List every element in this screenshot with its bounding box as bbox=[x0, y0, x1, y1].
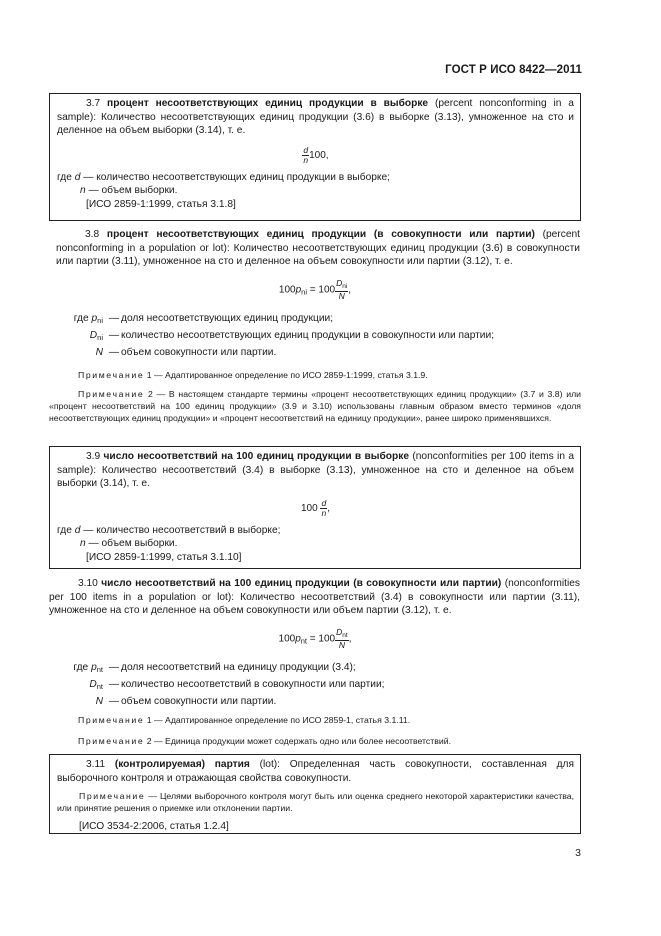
note: Примечание 2 — Единица продукции может содержать одно или более несоответствий. bbox=[78, 736, 451, 747]
where-row: $D_{ni}$ — количество несоответствующих единиц продукции в совокупности или партии; bbox=[89, 329, 495, 342]
section-3-9-definition: 3.9 число несоответствий на 100 единиц продукции в выборке (nonconformities per 100 items in a sample): Количество несоответствий (3.4) в выборке (3.13), умноженное на сто и деленное на объем выборки (3.14), т. е. bbox=[57, 451, 574, 490]
where-row: N — объем совокупности или партии. bbox=[95, 346, 277, 358]
section-3-9-box bbox=[49, 446, 581, 569]
where-row: где $p_{nt}$ — доля несоответствий на единицу продукции (3.4); bbox=[73, 661, 356, 674]
where-row: N — объем совокупности или партии. bbox=[95, 695, 277, 707]
term-3-8: процент несоответствующих единиц продукции (в совокупности или партии) bbox=[106, 229, 535, 240]
where-row: $D_{nt}$ — количество несоответствий в совокупности или партии; bbox=[89, 678, 385, 691]
page-number: 3 bbox=[575, 847, 581, 859]
section-3-11-box bbox=[49, 754, 581, 834]
note: Примечание 2 — В настоящем стандарте термины «процент несоответствующих единиц продукции» (3.7 и 3.8) или «процент несоответствий на 100 единиц продукции» (3.9 и 3.10) использованы главным образом вместо терминов «доля несоответствующих единиц продукции» и «процент несоответствий на единицу продукции», ранее широко применявшихся. bbox=[49, 389, 581, 423]
note: Примечание 1 — Адаптированное определение по ИСО 2859-1:1999, статья 3.1.9. bbox=[78, 369, 428, 380]
term-3-7: процент несоответствующих единиц продукции в выборке bbox=[107, 98, 429, 109]
formula-3-10: $100p_{nt} = 100$ $\frac{D_{nt}}{N}$ , bbox=[278, 626, 352, 650]
reference: [ИСО 3534-2:2006, статья 1.2.4] bbox=[79, 821, 229, 833]
term-3-11: (контролируемая) партия bbox=[114, 759, 250, 770]
note: Примечание — Целями выборочного контроля могут быть или оценка среднего некоторой характеристики качества, или принятие решения о приемке или отклонении партии. bbox=[57, 791, 574, 813]
where-line: n — объем выборки. bbox=[80, 538, 178, 550]
where-line: где d — количество несоответствующих единиц продукции в выборке; bbox=[57, 171, 390, 183]
reference: [ИСО 2859-1:1999, статья 3.1.8] bbox=[86, 198, 236, 210]
term-3-10: число несоответствий на 100 единиц продукции (в совокупности или партии) bbox=[101, 578, 502, 589]
formula-3-7: $\frac{d}{n}$ 100, bbox=[303, 144, 329, 165]
formula-3-9: 100 $\frac{d}{n}$ , bbox=[301, 497, 330, 518]
where-row: где $p_{ni}$ — доля несоответствующих единиц продукции; bbox=[73, 312, 334, 325]
formula-3-8: $100p_{ni} = 100$ $\frac{D_{ni}}{N}$ , bbox=[278, 277, 352, 301]
section-3-8-definition: 3.8 процент несоответствующих единиц продукции (в совокупности или партии) (percent nonconforming in a population or lot): Количество несоответствующих единиц продукции (3.6) в совокупности или партии (3.11), умноженное на сто и деленное на объем совокупности или партии (3.12), т. е. bbox=[56, 229, 580, 268]
section-3-11-definition: 3.11 (контролируемая) партия (lot): Определенная часть совокупности, составленная для выборочного контроля и отражающая свойства совокупности. bbox=[57, 759, 574, 784]
note: Примечание 1 — Адаптированное определение по ИСО 2859-1, статья 3.1.11. bbox=[78, 714, 411, 725]
section-3-10-definition: 3.10 число несоответствий на 100 единиц продукции (в совокупности или партии) (nonconformities per 100 items in a population or lot): Количество несоответствий (3.4) в совокупности или партии (3.11), умноженное на сто и деленное на объем совокупности или объем партии (3.12), т. е. bbox=[49, 578, 581, 617]
where-line: где d — количество несоответствий в выборке; bbox=[57, 524, 281, 536]
reference: [ИСО 2859-1:1999, статья 3.1.10] bbox=[86, 551, 242, 563]
section-3-7-box bbox=[49, 93, 581, 221]
where-line: n — объем выборки. bbox=[80, 185, 178, 197]
section-3-10 bbox=[49, 577, 581, 748]
section-3-7-definition: 3.7 процент несоответствующих единиц продукции в выборке (percent nonconforming in a sample): Количество несоответствующих единиц продукции (3.6) в выборке (3.13), умноженное на сто и деленное на объем выборки (3.14), т. е. bbox=[57, 98, 574, 137]
document-header: ГОСТ Р ИСО 8422—2011 bbox=[445, 64, 582, 76]
term-3-9: число несоответствий на 100 единиц продукции в выборке bbox=[103, 451, 409, 462]
section-3-8 bbox=[49, 228, 581, 424]
